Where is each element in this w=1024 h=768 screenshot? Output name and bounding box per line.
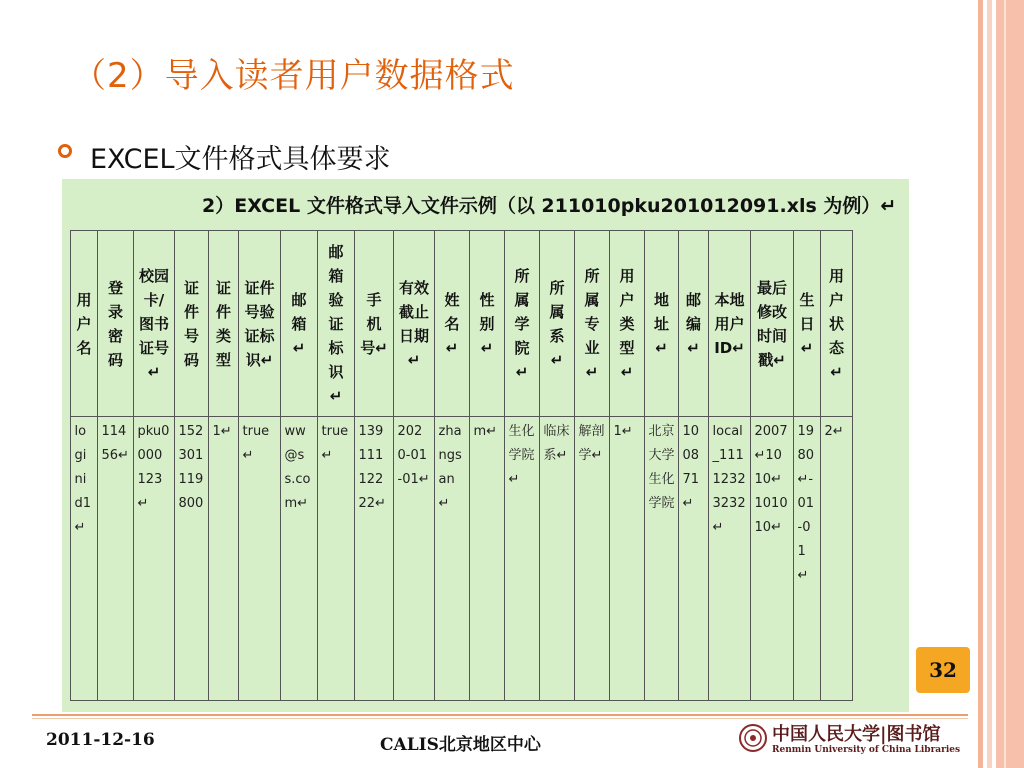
column-header: 登录密码 bbox=[107, 278, 123, 369]
table-cell bbox=[575, 417, 610, 701]
footer-divider bbox=[32, 718, 968, 719]
table-cell bbox=[751, 417, 794, 701]
column-header: 用户名 bbox=[76, 290, 92, 357]
library-logo bbox=[738, 720, 963, 760]
column-header-cell bbox=[98, 231, 134, 417]
table-cell bbox=[355, 417, 394, 701]
column-header: 用户状态↵ bbox=[828, 266, 844, 381]
table-cell bbox=[435, 417, 470, 701]
table-cell bbox=[505, 417, 540, 701]
column-header-cell bbox=[821, 231, 853, 417]
column-header: 证件类型 bbox=[215, 278, 231, 369]
column-header: 有效截止日期↵ bbox=[398, 278, 429, 369]
logo-chinese-name: 中国人民大学|图书馆 bbox=[772, 724, 941, 745]
table-cell bbox=[175, 417, 209, 701]
column-header-cell bbox=[435, 231, 470, 417]
cell-value: 152301119800 bbox=[178, 424, 204, 511]
column-header-cell bbox=[239, 231, 281, 417]
column-header: 姓名↵ bbox=[444, 290, 460, 357]
column-header-cell bbox=[209, 231, 239, 417]
column-header: 本地用户ID↵ bbox=[714, 290, 745, 357]
column-header-cell bbox=[134, 231, 175, 417]
table-header-row bbox=[71, 231, 853, 417]
footer-center-text: CALIS北京地区中心 bbox=[380, 735, 541, 755]
table-cell bbox=[679, 417, 709, 701]
column-header-cell bbox=[355, 231, 394, 417]
table-cell bbox=[98, 417, 134, 701]
column-header: 所属系↵ bbox=[549, 278, 565, 369]
column-header: 证件号码 bbox=[183, 278, 199, 369]
table-cell bbox=[209, 417, 239, 701]
column-header: 用户类型↵ bbox=[619, 266, 635, 381]
column-header-cell bbox=[318, 231, 355, 417]
decor-stripe bbox=[1004, 0, 1006, 768]
column-header-cell bbox=[470, 231, 505, 417]
column-header: 所属学院↵ bbox=[514, 266, 530, 381]
column-header: 生日↵ bbox=[799, 290, 815, 357]
cell-value: ww@ss.com↵ bbox=[284, 424, 311, 511]
table-cell bbox=[794, 417, 821, 701]
column-header-cell bbox=[709, 231, 751, 417]
column-header: 邮编↵ bbox=[685, 290, 701, 357]
table-cell bbox=[318, 417, 355, 701]
cell-value: 2007↵1010↵101010↵ bbox=[754, 424, 788, 535]
cell-value: local_11112323232↵ bbox=[712, 424, 746, 535]
cell-value: 11456↵ bbox=[101, 424, 129, 463]
column-header-cell bbox=[71, 231, 98, 417]
cell-value: true↵ bbox=[242, 424, 270, 463]
cell-value: 解剖学↵ bbox=[578, 424, 605, 463]
table-cell bbox=[540, 417, 575, 701]
cell-value: 2020-01-01↵ bbox=[397, 424, 430, 487]
table-cell bbox=[610, 417, 645, 701]
cell-value: pku0000123↵ bbox=[137, 424, 170, 511]
column-header-cell bbox=[610, 231, 645, 417]
decor-stripe bbox=[987, 0, 992, 768]
cell-value: 2↵ bbox=[824, 424, 844, 439]
university-seal-icon bbox=[738, 723, 768, 753]
column-header: 证件号验证标识↵ bbox=[244, 278, 275, 369]
table-cell bbox=[394, 417, 435, 701]
column-header: 校园卡/图书证号↵ bbox=[138, 266, 169, 381]
column-header: 地址↵ bbox=[653, 290, 669, 357]
column-header: 手机号↵ bbox=[360, 290, 388, 357]
table-cell bbox=[709, 417, 751, 701]
logo-english-name: Renmin University of China Libraries bbox=[772, 745, 961, 755]
bullet-icon bbox=[58, 144, 72, 158]
column-header: 性别↵ bbox=[479, 290, 495, 357]
decor-stripe bbox=[996, 0, 1024, 768]
excel-example-table bbox=[70, 230, 853, 701]
table-row bbox=[71, 417, 853, 701]
page-number-badge: 32 bbox=[916, 647, 970, 693]
cell-value: 100871↵ bbox=[682, 424, 700, 511]
column-header: 最后修改时间戳↵ bbox=[756, 278, 787, 369]
table-cell bbox=[281, 417, 318, 701]
column-header-cell bbox=[645, 231, 679, 417]
column-header-cell bbox=[794, 231, 821, 417]
column-header: 所属专业↵ bbox=[584, 266, 600, 381]
cell-value: 临床系↵ bbox=[543, 424, 570, 463]
table-cell bbox=[239, 417, 281, 701]
table-cell bbox=[821, 417, 853, 701]
sheet-title: 2）EXCEL 文件格式导入文件示例（以 211010pku201012091.xls 为例）↵ bbox=[202, 195, 897, 217]
column-header-cell bbox=[540, 231, 575, 417]
column-header-cell bbox=[751, 231, 794, 417]
cell-value: 1↵ bbox=[212, 424, 232, 439]
footer-date: 2011-12-16 bbox=[46, 730, 155, 750]
column-header: 邮箱验证标识↵ bbox=[328, 242, 344, 405]
cell-value: m↵ bbox=[473, 424, 498, 439]
column-header-cell bbox=[575, 231, 610, 417]
cell-value: logini d1↵ bbox=[74, 424, 92, 535]
cell-value: 北京大学生化学院 bbox=[648, 424, 675, 511]
column-header-cell bbox=[175, 231, 209, 417]
table-cell bbox=[134, 417, 175, 701]
slide-title: （2）导入读者用户数据格式 bbox=[72, 56, 515, 96]
slide-subtitle: EXCEL文件格式具体要求 bbox=[90, 144, 391, 175]
column-header: 邮箱↵ bbox=[291, 290, 307, 357]
decor-stripe bbox=[978, 0, 983, 768]
table-cell bbox=[470, 417, 505, 701]
column-header-cell bbox=[679, 231, 709, 417]
cell-value: 生化学院↵ bbox=[508, 424, 535, 487]
cell-value: 1980↵-01-01↵ bbox=[797, 424, 815, 583]
footer-divider bbox=[32, 714, 968, 716]
table-cell bbox=[71, 417, 98, 701]
cell-value: 13911112222↵ bbox=[358, 424, 386, 511]
column-header-cell bbox=[394, 231, 435, 417]
cell-value: true↵ bbox=[321, 424, 349, 463]
column-header-cell bbox=[505, 231, 540, 417]
column-header-cell bbox=[281, 231, 318, 417]
cell-value: 1↵ bbox=[613, 424, 633, 439]
table-cell bbox=[645, 417, 679, 701]
cell-value: zhangsan↵ bbox=[438, 424, 462, 511]
